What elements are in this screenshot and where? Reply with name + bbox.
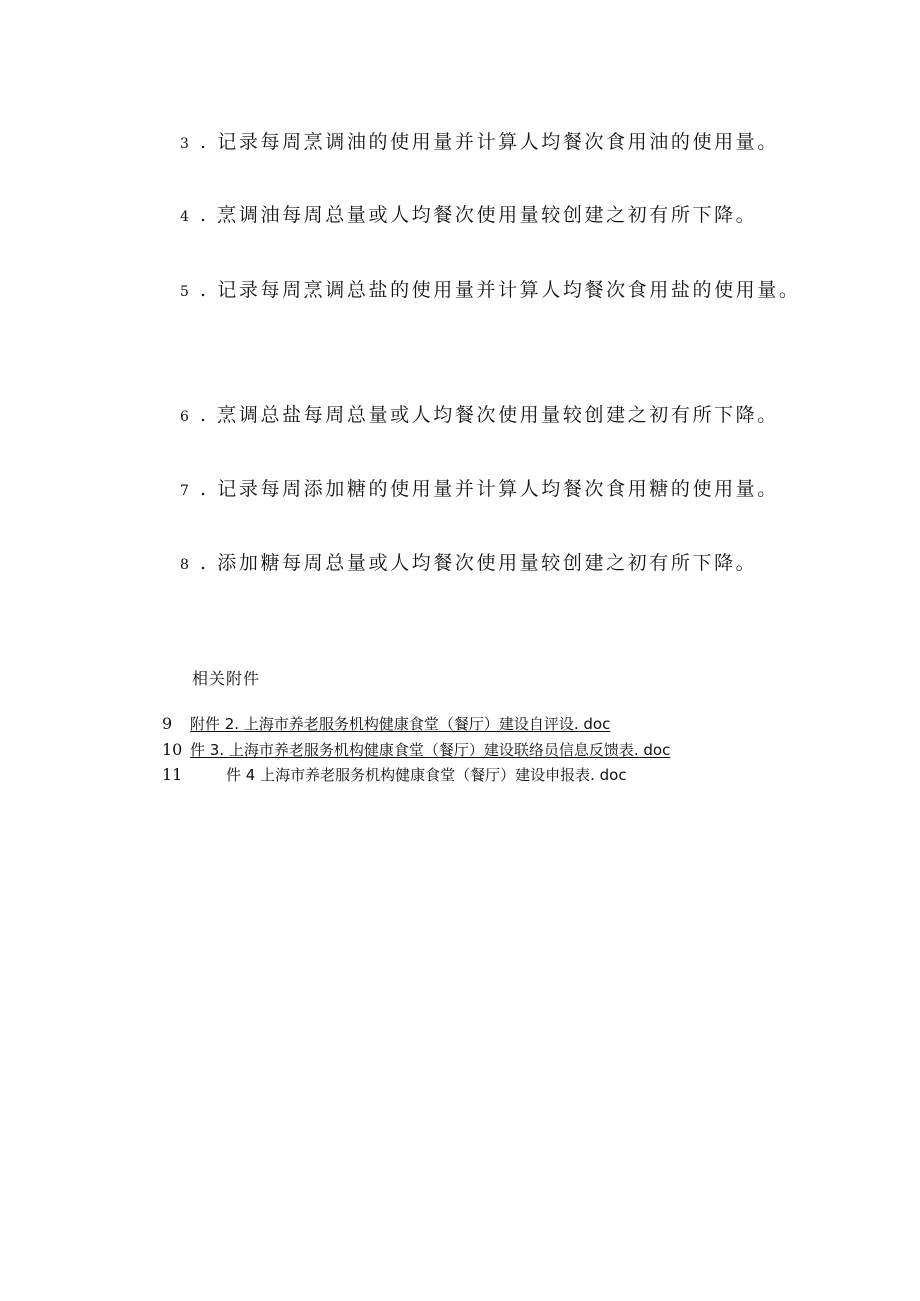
list-item-8 [140,535,820,593]
attachment-row-11 [162,765,627,785]
item-number: 4 [180,209,189,225]
item-number: 8 [180,557,189,573]
list-item-6 [140,387,820,445]
item-number: 6 [180,409,189,425]
item-text: . 记录每周添加糖的使用量并计算人均餐次食用糖的使用量。 [200,478,779,500]
attachment-link-application-form[interactable]: 件 4 上海市养老服务机构健康食堂（餐厅）建设申报表. doc [226,766,627,784]
item-text: . 记录每周烹调总盐的使用量并计算人均餐次食用盐的使用量。 [200,279,801,301]
item-text: . 记录每周烹调油的使用量并计算人均餐次食用油的使用量。 [200,131,779,153]
attachment-number: 9 [162,714,173,733]
list-item-3 [140,114,820,172]
attachment-number: 11 [162,765,183,784]
item-number: 3 [180,136,189,152]
list-item-5 [140,262,820,320]
item-number: 7 [180,483,189,499]
attachment-row-9 [162,714,610,734]
attachments-title: 相关附件 [192,669,261,688]
attachment-row-10 [162,740,670,760]
item-text: . 添加糖每周总量或人均餐次使用量较创建之初有所下降。 [200,552,758,574]
item-number: 5 [180,284,189,300]
attachment-link-self-evaluation[interactable]: 附件 2. 上海市养老服务机构健康食堂（餐厅）建设自评设. doc [190,715,611,733]
attachment-number: 10 [162,740,183,759]
list-item-4 [140,187,820,245]
list-item-7 [140,461,820,519]
item-text: . 烹调总盐每周总量或人均餐次使用量较创建之初有所下降。 [200,404,779,426]
item-text: . 烹调油每周总量或人均餐次使用量较创建之初有所下降。 [200,204,758,226]
attachment-link-contact-feedback[interactable]: 件 3. 上海市养老服务机构健康食堂（餐厅）建设联络员信息反馈表. doc [190,741,671,759]
